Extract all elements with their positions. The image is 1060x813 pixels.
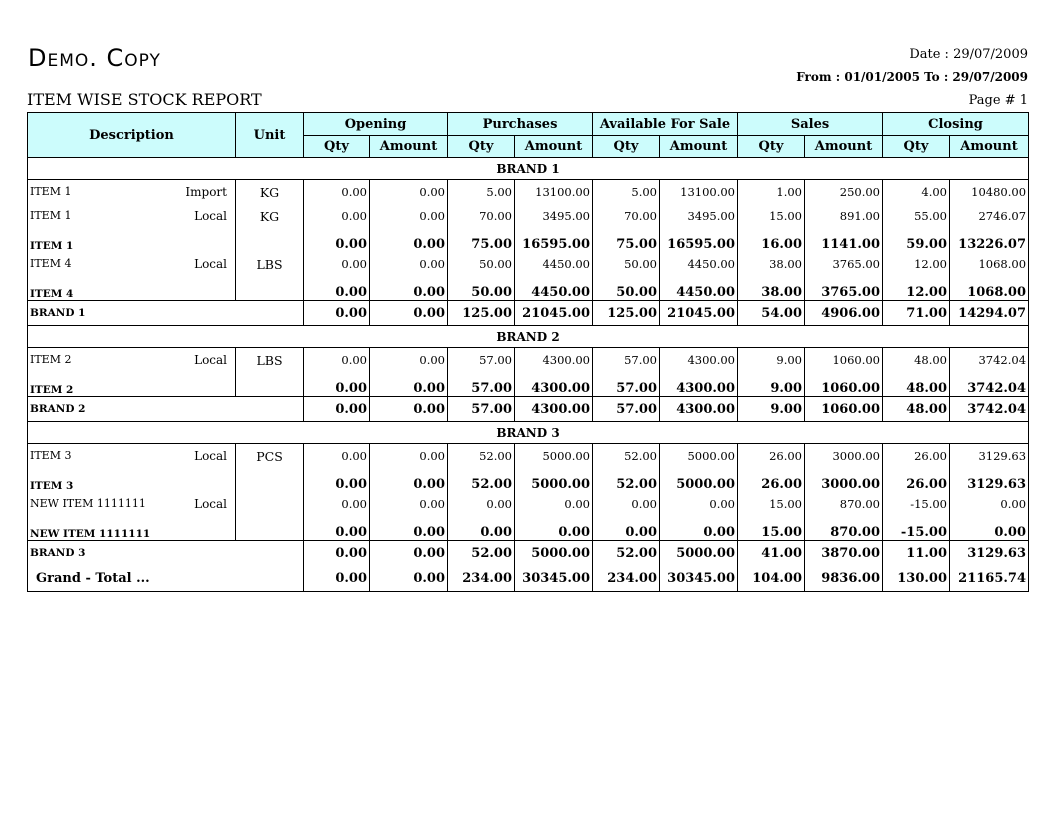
item-unit	[236, 228, 304, 252]
qty-cell: 70.00	[448, 204, 515, 228]
qty-cell: 4.00	[883, 180, 950, 205]
amount-cell: 4300.00	[515, 397, 593, 422]
amount-cell: 3742.04	[950, 372, 1029, 397]
qty-cell: 52.00	[593, 541, 660, 566]
amount-cell: 3870.00	[805, 541, 883, 566]
amount-cell: 0.00	[660, 516, 738, 541]
qty-cell: 5.00	[448, 180, 515, 205]
amount-cell: 0.00	[370, 252, 448, 276]
item-description	[28, 204, 236, 228]
date-range: From : 01/01/2005 To : 29/07/2009	[796, 70, 1028, 84]
qty-cell: 54.00	[738, 301, 805, 326]
qty-cell: 0.00	[304, 180, 370, 205]
col-closing: Closing	[883, 113, 1029, 136]
report-date: Date : 29/07/2009	[909, 47, 1028, 62]
amount-cell: 0.00	[370, 180, 448, 205]
item-description	[28, 444, 236, 469]
amount-cell: 5000.00	[515, 444, 593, 469]
col-amount: Amount	[805, 136, 883, 158]
item-name: NEW ITEM 1111111	[30, 497, 146, 510]
amount-cell: 0.00	[370, 541, 448, 566]
item-unit: KG	[236, 204, 304, 228]
amount-cell: 2746.07	[950, 204, 1029, 228]
amount-cell: 5000.00	[660, 444, 738, 469]
item-total-row	[28, 516, 1029, 541]
qty-cell: 26.00	[738, 468, 805, 492]
item-source: Local	[194, 353, 227, 367]
qty-cell: 38.00	[738, 276, 805, 301]
qty-cell: 0.00	[304, 348, 370, 373]
amount-cell: 4906.00	[805, 301, 883, 326]
item-row	[28, 180, 1029, 205]
qty-cell: -15.00	[883, 492, 950, 516]
qty-cell: 50.00	[448, 252, 515, 276]
item-total-row	[28, 276, 1029, 301]
col-amount: Amount	[370, 136, 448, 158]
qty-cell: 59.00	[883, 228, 950, 252]
qty-cell: 15.00	[738, 516, 805, 541]
item-row	[28, 348, 1029, 373]
amount-cell: 1060.00	[805, 348, 883, 373]
qty-cell: 57.00	[593, 372, 660, 397]
qty-cell: 57.00	[593, 397, 660, 422]
amount-cell: 4450.00	[660, 252, 738, 276]
item-unit	[236, 516, 304, 541]
brand-total-row	[28, 541, 1029, 566]
item-source: Local	[194, 497, 227, 511]
amount-cell: 5000.00	[660, 541, 738, 566]
grand-total-label: Grand - Total ...	[36, 570, 150, 586]
qty-cell: 234.00	[593, 565, 660, 592]
qty-cell: 57.00	[448, 348, 515, 373]
amount-cell: 0.00	[950, 516, 1029, 541]
qty-cell: 57.00	[448, 397, 515, 422]
amount-cell: 13226.07	[950, 228, 1029, 252]
amount-cell: 4300.00	[515, 372, 593, 397]
amount-cell: 4300.00	[660, 397, 738, 422]
brand-total-row	[28, 397, 1029, 422]
amount-cell: 5000.00	[660, 468, 738, 492]
grand-total-row	[28, 565, 1029, 592]
amount-cell: 0.00	[660, 492, 738, 516]
item-unit: PCS	[236, 444, 304, 469]
qty-cell: 9.00	[738, 372, 805, 397]
qty-cell: 55.00	[883, 204, 950, 228]
amount-cell: 870.00	[805, 516, 883, 541]
amount-cell: 4300.00	[660, 348, 738, 373]
amount-cell: 0.00	[515, 516, 593, 541]
col-opening: Opening	[304, 113, 448, 136]
amount-cell: 3129.63	[950, 541, 1029, 566]
amount-cell: 3742.04	[950, 348, 1029, 373]
amount-cell: 0.00	[370, 276, 448, 301]
item-unit: LBS	[236, 252, 304, 276]
qty-cell: 75.00	[593, 228, 660, 252]
col-qty: Qty	[738, 136, 805, 158]
col-amount: Amount	[515, 136, 593, 158]
amount-cell: 0.00	[370, 204, 448, 228]
qty-cell: 0.00	[304, 228, 370, 252]
amount-cell: 10480.00	[950, 180, 1029, 205]
qty-cell: 0.00	[304, 276, 370, 301]
qty-cell: 52.00	[448, 444, 515, 469]
qty-cell: 9.00	[738, 397, 805, 422]
item-name: ITEM 4	[30, 257, 72, 270]
qty-cell: 12.00	[883, 276, 950, 301]
amount-cell: 0.00	[370, 301, 448, 326]
item-unit	[236, 372, 304, 397]
stock-report-table	[27, 112, 1029, 592]
item-row	[28, 492, 1029, 516]
item-source: Import	[185, 185, 227, 199]
qty-cell: 41.00	[738, 541, 805, 566]
item-description	[28, 468, 236, 492]
brand-total-label: BRAND 1	[28, 301, 304, 326]
amount-cell: 4450.00	[660, 276, 738, 301]
amount-cell: 30345.00	[660, 565, 738, 592]
qty-cell: 57.00	[593, 348, 660, 373]
amount-cell: 870.00	[805, 492, 883, 516]
qty-cell: 0.00	[304, 492, 370, 516]
qty-cell: 50.00	[448, 276, 515, 301]
qty-cell: 16.00	[738, 228, 805, 252]
qty-cell: 26.00	[883, 444, 950, 469]
qty-cell: 50.00	[593, 252, 660, 276]
amount-cell: 0.00	[370, 444, 448, 469]
item-name: ITEM 1	[30, 209, 72, 222]
amount-cell: 9836.00	[805, 565, 883, 592]
qty-cell: 0.00	[304, 301, 370, 326]
qty-cell: 11.00	[883, 541, 950, 566]
qty-cell: 52.00	[593, 468, 660, 492]
col-qty: Qty	[883, 136, 950, 158]
qty-cell: 125.00	[448, 301, 515, 326]
item-description	[28, 228, 236, 252]
amount-cell: 891.00	[805, 204, 883, 228]
col-purchases: Purchases	[448, 113, 593, 136]
brand-name: BRAND 1	[28, 158, 1029, 180]
item-name: NEW ITEM 1111111	[30, 528, 151, 540]
item-unit	[236, 276, 304, 301]
brand-total-label: BRAND 3	[28, 541, 304, 566]
amount-cell: 3000.00	[805, 444, 883, 469]
amount-cell: 3765.00	[805, 252, 883, 276]
col-amount: Amount	[660, 136, 738, 158]
item-name: ITEM 1	[30, 185, 72, 198]
brand-name: BRAND 2	[28, 326, 1029, 348]
qty-cell: 0.00	[593, 516, 660, 541]
item-row	[28, 204, 1029, 228]
qty-cell: 38.00	[738, 252, 805, 276]
report-body	[28, 158, 1029, 592]
qty-cell: 15.00	[738, 204, 805, 228]
item-description	[28, 516, 236, 541]
qty-cell: 0.00	[304, 565, 370, 592]
qty-cell: 50.00	[593, 276, 660, 301]
brand-header-row	[28, 326, 1029, 348]
item-unit: LBS	[236, 348, 304, 373]
qty-cell: 70.00	[593, 204, 660, 228]
amount-cell: 3742.04	[950, 397, 1029, 422]
qty-cell: 57.00	[448, 372, 515, 397]
qty-cell: 1.00	[738, 180, 805, 205]
qty-cell: 15.00	[738, 492, 805, 516]
amount-cell: 250.00	[805, 180, 883, 205]
brand-header-row	[28, 158, 1029, 180]
qty-cell: 12.00	[883, 252, 950, 276]
amount-cell: 0.00	[515, 492, 593, 516]
col-qty: Qty	[304, 136, 370, 158]
qty-cell: 125.00	[593, 301, 660, 326]
col-qty: Qty	[593, 136, 660, 158]
qty-cell: 104.00	[738, 565, 805, 592]
amount-cell: 0.00	[370, 228, 448, 252]
amount-cell: 3495.00	[515, 204, 593, 228]
amount-cell: 3000.00	[805, 468, 883, 492]
qty-cell: -15.00	[883, 516, 950, 541]
qty-cell: 26.00	[738, 444, 805, 469]
item-name: ITEM 3	[30, 480, 74, 492]
col-unit: Unit	[236, 113, 304, 158]
qty-cell: 48.00	[883, 372, 950, 397]
amount-cell: 0.00	[370, 516, 448, 541]
qty-cell: 48.00	[883, 397, 950, 422]
item-source: Local	[194, 209, 227, 223]
item-row	[28, 252, 1029, 276]
qty-cell: 0.00	[304, 541, 370, 566]
amount-cell: 5000.00	[515, 541, 593, 566]
amount-cell: 1068.00	[950, 252, 1029, 276]
brand-name: BRAND 3	[28, 422, 1029, 444]
amount-cell: 1060.00	[805, 397, 883, 422]
col-qty: Qty	[448, 136, 515, 158]
qty-cell: 0.00	[304, 397, 370, 422]
amount-cell: 0.00	[370, 348, 448, 373]
qty-cell: 0.00	[304, 252, 370, 276]
amount-cell: 0.00	[370, 372, 448, 397]
amount-cell: 16595.00	[660, 228, 738, 252]
qty-cell: 9.00	[738, 348, 805, 373]
amount-cell: 5000.00	[515, 468, 593, 492]
amount-cell: 3495.00	[660, 204, 738, 228]
qty-cell: 0.00	[448, 516, 515, 541]
amount-cell: 0.00	[370, 468, 448, 492]
amount-cell: 16595.00	[515, 228, 593, 252]
qty-cell: 234.00	[448, 565, 515, 592]
item-total-row	[28, 372, 1029, 397]
item-description	[28, 276, 236, 301]
item-name: ITEM 2	[30, 353, 72, 366]
item-description	[28, 348, 236, 373]
amount-cell: 4300.00	[660, 372, 738, 397]
item-name: ITEM 1	[30, 240, 74, 252]
item-total-row	[28, 228, 1029, 252]
amount-cell: 1060.00	[805, 372, 883, 397]
amount-cell: 21045.00	[515, 301, 593, 326]
qty-cell: 52.00	[593, 444, 660, 469]
qty-cell: 0.00	[304, 204, 370, 228]
amount-cell: 3765.00	[805, 276, 883, 301]
qty-cell: 52.00	[448, 541, 515, 566]
amount-cell: 0.00	[370, 565, 448, 592]
item-total-row	[28, 468, 1029, 492]
amount-cell: 30345.00	[515, 565, 593, 592]
item-name: ITEM 2	[30, 384, 74, 396]
qty-cell: 5.00	[593, 180, 660, 205]
amount-cell: 3129.63	[950, 468, 1029, 492]
amount-cell: 4300.00	[515, 348, 593, 373]
qty-cell: 0.00	[304, 516, 370, 541]
item-unit: KG	[236, 180, 304, 205]
col-description: Description	[28, 113, 236, 158]
qty-cell: 52.00	[448, 468, 515, 492]
amount-cell: 4450.00	[515, 252, 593, 276]
amount-cell: 13100.00	[660, 180, 738, 205]
col-available: Available For Sale	[593, 113, 738, 136]
amount-cell: 13100.00	[515, 180, 593, 205]
amount-cell: 21165.74	[950, 565, 1029, 592]
amount-cell: 0.00	[370, 397, 448, 422]
col-amount: Amount	[950, 136, 1029, 158]
item-name: ITEM 3	[30, 449, 72, 462]
qty-cell: 26.00	[883, 468, 950, 492]
qty-cell: 0.00	[304, 444, 370, 469]
report-title: ITEM WISE STOCK REPORT	[27, 90, 262, 109]
qty-cell: 71.00	[883, 301, 950, 326]
qty-cell: 0.00	[593, 492, 660, 516]
item-description	[28, 252, 236, 276]
amount-cell: 3129.63	[950, 444, 1029, 469]
item-description	[28, 180, 236, 205]
qty-cell: 0.00	[304, 372, 370, 397]
brand-header-row	[28, 422, 1029, 444]
qty-cell: 48.00	[883, 348, 950, 373]
item-unit	[236, 492, 304, 516]
company-name: Demo. Copy	[28, 44, 161, 72]
col-sales: Sales	[738, 113, 883, 136]
item-source: Local	[194, 257, 227, 271]
qty-cell: 130.00	[883, 565, 950, 592]
qty-cell: 75.00	[448, 228, 515, 252]
item-unit	[236, 468, 304, 492]
amount-cell: 0.00	[950, 492, 1029, 516]
item-name: ITEM 4	[30, 288, 74, 300]
brand-total-label: BRAND 2	[28, 397, 304, 422]
brand-total-row	[28, 301, 1029, 326]
qty-cell: 0.00	[304, 468, 370, 492]
amount-cell: 1141.00	[805, 228, 883, 252]
amount-cell: 14294.07	[950, 301, 1029, 326]
item-row	[28, 444, 1029, 469]
amount-cell: 0.00	[370, 492, 448, 516]
amount-cell: 21045.00	[660, 301, 738, 326]
qty-cell: 0.00	[448, 492, 515, 516]
item-source: Local	[194, 449, 227, 463]
item-description	[28, 372, 236, 397]
amount-cell: 4450.00	[515, 276, 593, 301]
item-description	[28, 492, 236, 516]
page-number: Page # 1	[968, 93, 1028, 108]
amount-cell: 1068.00	[950, 276, 1029, 301]
